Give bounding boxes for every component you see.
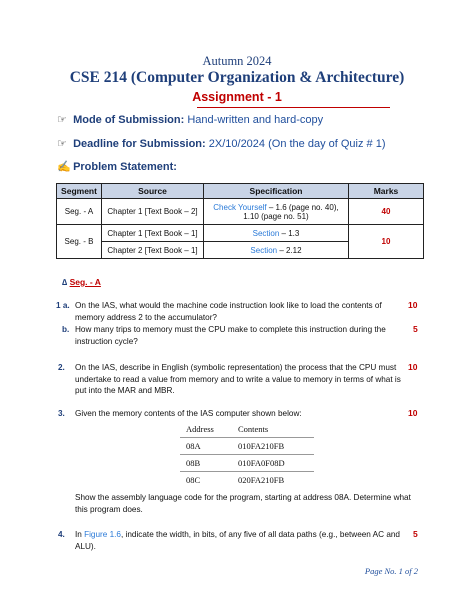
question-marks: 10	[408, 408, 418, 418]
semester-title: Autumn 2024	[202, 54, 272, 68]
question-text	[75, 529, 403, 552]
contents-cell: 010FA210FB	[232, 438, 314, 455]
address-cell: 08A	[180, 438, 232, 455]
memory-table	[180, 421, 314, 488]
segment-cell: Seg. - A	[57, 199, 102, 225]
course-title: CSE 214 (Computer Organization & Architecture)	[69, 69, 405, 86]
mode-label: Mode of Submission:	[73, 114, 185, 126]
segment-cell: Seg. - B	[57, 225, 102, 259]
spec-text: – 1.3	[279, 228, 300, 238]
spec-text: – 2.12	[277, 245, 302, 255]
header-marks: Marks	[349, 184, 424, 199]
spec-cell	[204, 242, 349, 259]
check-yourself-link[interactable]: Check Yourself	[213, 202, 267, 212]
question-text: On the IAS, describe in English (symbolic representation) the process that the CPU must undertake to read a value from memory and to write a value to memory in terms of what is put into the MAR and MBR.	[75, 363, 401, 395]
spec-cell	[204, 199, 349, 225]
question-number: b.	[62, 325, 70, 334]
question-number: 4.	[58, 530, 65, 539]
question-text: Given the memory contents of the IAS computer shown below:	[75, 409, 302, 418]
question-prefix: In	[75, 530, 85, 539]
segment-a-heading	[62, 277, 101, 287]
marks-cell: 10	[349, 225, 424, 259]
source-cell: Chapter 1 [Text Book – 2]	[102, 199, 204, 225]
table-row	[57, 225, 424, 242]
mode-of-submission	[57, 113, 323, 126]
memory-row	[180, 438, 314, 455]
memory-header-row	[180, 421, 314, 438]
question-marks: 10	[408, 300, 418, 310]
section-link[interactable]: Section	[250, 245, 278, 255]
memory-row	[180, 472, 314, 489]
source-cell: Chapter 2 [Text Book – 1]	[102, 242, 204, 259]
question-text: Show the assembly language code for the program, starting at address 08A. Determine what this program does.	[75, 493, 411, 514]
segment-a-label: Seg. - A	[69, 277, 101, 287]
memory-row	[180, 455, 314, 472]
table-header-row	[57, 184, 424, 199]
contents-header: Contents	[238, 424, 269, 434]
table-row	[57, 199, 424, 225]
problem-statement	[57, 160, 177, 173]
problem-label: Problem Statement:	[73, 161, 177, 173]
writing-hand-icon: ✍	[57, 161, 71, 173]
question-text: How many trips to memory must the CPU make to complete this instruction during the instruction cycle?	[75, 325, 386, 346]
marks-cell: 40	[349, 199, 424, 225]
title-underline	[197, 107, 390, 108]
pointing-hand-icon: ☞	[57, 114, 67, 126]
triangle-icon: ∆	[62, 277, 68, 287]
address-cell: 08B	[180, 455, 232, 472]
address-cell: 08C	[180, 472, 232, 489]
question-number: 2.	[58, 363, 65, 372]
deadline-label: Deadline for Submission:	[73, 138, 206, 150]
section-link[interactable]: Section	[252, 228, 280, 238]
segment-table	[56, 183, 424, 259]
question-marks: 5	[413, 324, 418, 334]
page-number: Page No. 1 of 2	[364, 566, 418, 576]
header-segment: Segment	[57, 184, 102, 199]
question-text: On the IAS, what would the machine code instruction look like to load the contents of memory address 2 to the accumulator?	[75, 301, 382, 322]
question-number: 1 a.	[56, 301, 70, 310]
mode-value: Hand-written and hard-copy	[187, 114, 324, 126]
contents-cell: 020FA210FB	[232, 472, 314, 489]
deadline-value: 2X/10/2024 (On the day of Quiz # 1)	[208, 138, 386, 150]
header-specification: Specification	[204, 184, 349, 199]
assignment-title: Assignment - 1	[192, 90, 282, 104]
contents-cell: 010FA0F08D	[232, 455, 314, 472]
header-source: Source	[102, 184, 204, 199]
spec-cell	[204, 225, 349, 242]
question-number: 3.	[58, 409, 65, 418]
figure-link[interactable]: Figure 1.6	[84, 530, 121, 539]
address-header: Address	[186, 424, 214, 434]
source-cell: Chapter 1 [Text Book – 1]	[102, 225, 204, 242]
question-rest: , indicate the width, in bits, of any five of all data paths (e.g., between AC and ALU).	[75, 530, 400, 551]
spec-text: – 1.6 (page no. 40), 1.10 (page no. 51)	[243, 202, 339, 221]
question-marks: 5	[413, 529, 418, 539]
question-marks: 10	[408, 362, 418, 372]
deadline	[57, 137, 386, 150]
pointing-hand-icon: ☞	[57, 138, 67, 150]
